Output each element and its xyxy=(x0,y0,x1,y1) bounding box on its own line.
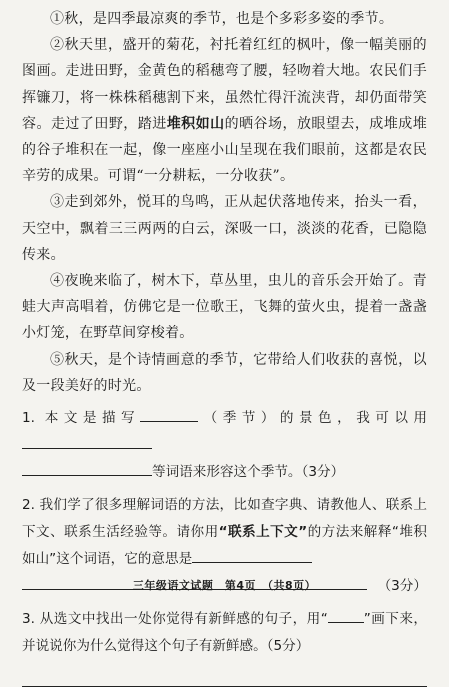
question-3-text-a: 3. 从选文中找出一处你觉得有新鲜感的句子，用“ xyxy=(22,611,328,628)
passage-paragraph-1: ①秋，是四季最凉爽的季节，也是个多彩多姿的季节。 xyxy=(50,11,394,27)
passage-paragraph-5: ⑤秋天，是个诗情画意的季节，它带给人们收获的喜悦，以及一段美好的时光。 xyxy=(22,351,427,394)
question-3-text-b: ”画下来，并说说你为什么觉得这个句子有新鲜感。（5分） xyxy=(22,611,427,655)
meaning-blank-1[interactable] xyxy=(192,546,312,563)
season-blank[interactable] xyxy=(140,405,198,422)
question-1-text-b: （季节）的景色，我可以用 xyxy=(198,410,428,427)
question-2-text-a: 2. 我们学了很多理解词语的方法，比如查字典、请教他人、联系上下文、联系生活经验等。请你用 xyxy=(22,497,427,541)
underline-sample xyxy=(328,606,364,623)
paragraph-2-text-a: ②秋天里，盛开的菊花，衬托着红红的枫叶，像一幅美丽的图画。走进田野，金黄色的稻穗弯了腰，轻吻着大地。农民们手挥镰刀，将一株株稻穗割下来，虽然忙得汗流浃背，却仍面带笑容。走过了田野，踏进 xyxy=(22,37,427,132)
question-1-score: （3分） xyxy=(301,464,345,481)
question-2-text-b: 的方法来解释“堆积如山”这个词语，它的意思是 xyxy=(22,524,428,568)
question-1-text-c: 等词语来形容这个季节。 xyxy=(152,464,302,481)
words-blank-1[interactable] xyxy=(22,432,152,449)
words-blank-2[interactable] xyxy=(22,459,152,476)
highlighted-phrase: 堆积如山 xyxy=(166,115,225,132)
passage-paragraph-2 xyxy=(22,32,427,189)
answer-line[interactable] xyxy=(22,668,427,687)
page-footer: 三年级语文试题 第4页 （共8页） xyxy=(132,579,317,592)
question-2-score: （3分） xyxy=(377,578,427,595)
question-3 xyxy=(22,606,427,687)
passage-paragraph-4: ④夜晚来临了，树木下，草丛里，虫儿的音乐会开始了。青蛙大声高唱着，仿佛它是一位歌王，飞舞的萤火虫，提着一盏盏小灯笼，在野草间穿梭着。 xyxy=(22,273,427,342)
passage-paragraph-3: ③走到郊外，悦耳的鸟鸣，正从起伏落地传来，抬头一看，天空中，飘着三三两两的白云，深吸一口，淡淡的花香，已隐隐传来。 xyxy=(22,194,427,263)
question-1-text-a: 1. 本文是描写 xyxy=(22,410,141,427)
paragraph-2-text-b: 的晒谷场，放眼望去，成堆成堆的谷子堆积在一起，像一座座小山呈现在我们眼前，这都是农民辛劳的成果。可谓“一分耕耘，一分收获”。 xyxy=(22,115,428,185)
question-1 xyxy=(22,405,427,486)
question-2-method: “联系上下文” xyxy=(218,524,308,541)
